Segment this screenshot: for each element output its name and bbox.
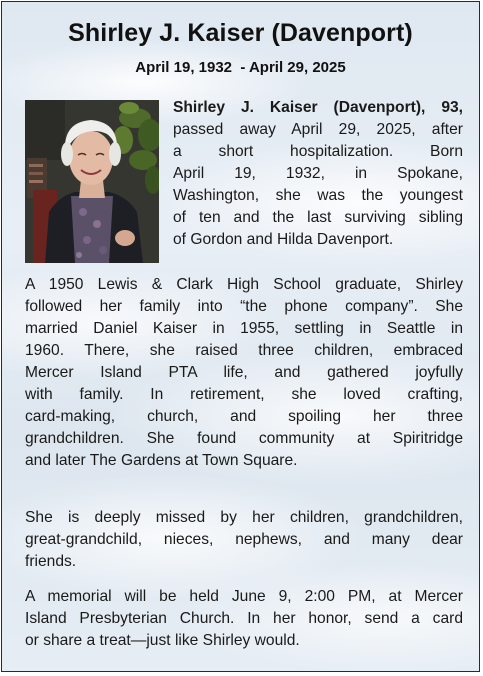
paragraph-line: and later The Gardens at Town Square. (25, 452, 298, 469)
obituary-title: Shirley J. Kaiser (Davenport) (68, 19, 413, 47)
paragraph-line: 1960. There, she raised three children, embraced (25, 342, 463, 359)
obituary-card (1, 1, 480, 672)
intro-line: of Gordon and Hilda Davenport. (173, 231, 394, 248)
intro-line (173, 97, 463, 119)
paragraph-line: great-grandchild, nieces, nephews, and many dear (25, 531, 463, 548)
paragraph-line: A 1950 Lewis & Clark High School graduate, Shirley (25, 276, 463, 293)
paragraph-line: married Daniel Kaiser in 1955, settling in Seattle in (25, 320, 463, 337)
paragraph-line: friends. (25, 553, 77, 570)
intro-paragraph (173, 97, 463, 251)
paragraph-line: with family. In retirement, she loved crafting, (25, 386, 463, 403)
intro-line: April 19, 1932, in Spokane, (173, 165, 463, 182)
paragraph-line: or share a treat—just like Shirley would. (25, 632, 300, 649)
intro-line: a short hospitalization. Born (173, 143, 463, 160)
intro-line: Washington, she was the youngest (173, 187, 463, 204)
paragraph-line: Island Presbyterian Church. In her honor, send a card (25, 610, 463, 627)
intro-line: of ten and the last surviving sibling (173, 209, 463, 226)
life-story-paragraph (25, 274, 463, 472)
intro-line: passed away April 29, 2025, after (173, 121, 463, 138)
paragraph-line: followed her family into “the phone company”. She (25, 298, 463, 315)
paragraph-line: A memorial will be held June 9, 2:00 PM, at Mercer (25, 588, 463, 605)
paragraph-line: Mercer Island PTA life, and gathered joyfully (25, 364, 463, 381)
paragraph-line: She is deeply missed by her children, grandchildren, (25, 509, 463, 526)
portrait-image (25, 100, 159, 263)
deceased-name-lead: Shirley J. Kaiser (Davenport), 93, (173, 99, 463, 116)
portrait-photo (25, 100, 159, 263)
memorial-paragraph (25, 586, 463, 652)
survivors-paragraph (25, 507, 463, 573)
paragraph-line: card-making, church, and spoiling her three (25, 408, 463, 425)
life-dates: April 19, 1932 - April 29, 2025 (135, 59, 346, 76)
paragraph-line: grandchildren. She found community at Spiritridge (25, 430, 463, 447)
